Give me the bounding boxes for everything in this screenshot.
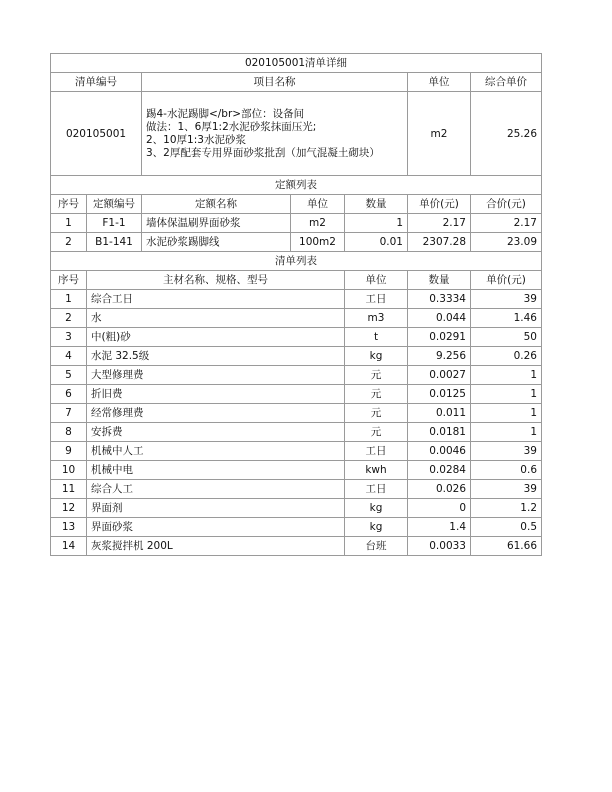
unit: t — [345, 328, 408, 347]
table-row — [51, 233, 542, 252]
material-name: 水泥 32.5级 — [87, 347, 345, 366]
unit: 100m2 — [291, 233, 345, 252]
unit: 元 — [345, 366, 408, 385]
unit-price: 0.6 — [471, 461, 542, 480]
quota-name: 墙体保温刷界面砂浆 — [142, 214, 291, 233]
row-index: 4 — [51, 347, 87, 366]
material-name: 中(粗)砂 — [87, 328, 345, 347]
table-row — [51, 328, 542, 347]
total-price: 2.17 — [471, 214, 542, 233]
title-row — [51, 54, 542, 73]
quota-code: B1-141 — [87, 233, 142, 252]
unit-price: 1.46 — [471, 309, 542, 328]
bill-detail-sheet — [50, 53, 541, 556]
table-row — [51, 423, 542, 442]
row-index: 2 — [51, 309, 87, 328]
row-index: 6 — [51, 385, 87, 404]
quota-rows — [51, 214, 542, 252]
unit: kg — [345, 347, 408, 366]
unit: kg — [345, 499, 408, 518]
unit: 元 — [345, 385, 408, 404]
unit: m2 — [291, 214, 345, 233]
quota-code: F1-1 — [87, 214, 142, 233]
unit-price: 39 — [471, 290, 542, 309]
row-index: 9 — [51, 442, 87, 461]
quantity: 0.0291 — [408, 328, 471, 347]
column-header: 序号 — [51, 271, 87, 290]
unit-price: 0.5 — [471, 518, 542, 537]
row-index: 10 — [51, 461, 87, 480]
header-row — [51, 73, 542, 92]
price-header: 综合单价 — [471, 73, 542, 92]
unit-header: 单位 — [408, 73, 471, 92]
material-name: 折旧费 — [87, 385, 345, 404]
unit-price: 61.66 — [471, 537, 542, 556]
column-header: 单价(元) — [471, 271, 542, 290]
unit-price: 1.2 — [471, 499, 542, 518]
materials-header-row — [51, 271, 542, 290]
quantity: 0.0125 — [408, 385, 471, 404]
table-row — [51, 404, 542, 423]
material-name: 界面砂浆 — [87, 518, 345, 537]
unit-price: 50 — [471, 328, 542, 347]
description-line: 做法：1、6厚1:2水泥砂浆抹面压光; — [146, 120, 317, 133]
unit-price: 1 — [471, 404, 542, 423]
quantity: 1 — [345, 214, 408, 233]
unit-price: 1 — [471, 366, 542, 385]
quantity: 0.026 — [408, 480, 471, 499]
row-index: 3 — [51, 328, 87, 347]
table-row — [51, 537, 542, 556]
unit-price: 2307.28 — [408, 233, 471, 252]
column-header: 单价(元) — [408, 195, 471, 214]
code-header: 清单编号 — [51, 73, 142, 92]
quantity: 0.0181 — [408, 423, 471, 442]
description-line: 踢4-水泥踢脚</br>部位：设备间 — [146, 107, 305, 120]
description-line: 3、2厚配套专用界面砂浆批刮（加气混凝土砌块） — [146, 146, 380, 159]
table-row — [51, 480, 542, 499]
material-name: 水 — [87, 309, 345, 328]
row-index: 2 — [51, 233, 87, 252]
table-row — [51, 499, 542, 518]
unit-price: 1 — [471, 385, 542, 404]
table-row — [51, 309, 542, 328]
row-index: 5 — [51, 366, 87, 385]
quota-header-row — [51, 195, 542, 214]
unit-price: 39 — [471, 442, 542, 461]
quota-section-title: 定额列表 — [51, 176, 542, 195]
row-index: 1 — [51, 290, 87, 309]
quantity: 0.044 — [408, 309, 471, 328]
table-row — [51, 290, 542, 309]
column-header: 单位 — [291, 195, 345, 214]
table-row — [51, 385, 542, 404]
column-header: 合价(元) — [471, 195, 542, 214]
quantity: 0.01 — [345, 233, 408, 252]
bill-detail-table — [50, 53, 542, 556]
item-code: 020105001 — [51, 92, 142, 176]
item-description — [142, 92, 408, 176]
column-header: 主材名称、规格、型号 — [87, 271, 345, 290]
table-row — [51, 442, 542, 461]
quantity: 9.256 — [408, 347, 471, 366]
quantity: 0.3334 — [408, 290, 471, 309]
table-row — [51, 347, 542, 366]
row-index: 14 — [51, 537, 87, 556]
row-index: 1 — [51, 214, 87, 233]
material-name: 综合人工 — [87, 480, 345, 499]
row-index: 8 — [51, 423, 87, 442]
table-row — [51, 461, 542, 480]
row-index: 13 — [51, 518, 87, 537]
column-header: 数量 — [345, 195, 408, 214]
materials-section-title: 清单列表 — [51, 252, 542, 271]
unit: kwh — [345, 461, 408, 480]
material-name: 综合工日 — [87, 290, 345, 309]
quantity: 0.0284 — [408, 461, 471, 480]
materials-rows — [51, 290, 542, 556]
materials-section-row — [51, 252, 542, 271]
unit: 元 — [345, 404, 408, 423]
quota-name: 水泥砂浆踢脚线 — [142, 233, 291, 252]
table-title: 020105001清单详细 — [51, 54, 542, 73]
column-header: 数量 — [408, 271, 471, 290]
unit-price: 1 — [471, 423, 542, 442]
table-row — [51, 518, 542, 537]
unit: 台班 — [345, 537, 408, 556]
item-row — [51, 92, 542, 176]
item-unit: m2 — [408, 92, 471, 176]
unit-price: 2.17 — [408, 214, 471, 233]
table-row — [51, 366, 542, 385]
material-name: 大型修理费 — [87, 366, 345, 385]
row-index: 12 — [51, 499, 87, 518]
unit: 工日 — [345, 480, 408, 499]
quantity: 0.011 — [408, 404, 471, 423]
item-price: 25.26 — [471, 92, 542, 176]
quantity: 1.4 — [408, 518, 471, 537]
material-name: 机械中电 — [87, 461, 345, 480]
column-header: 序号 — [51, 195, 87, 214]
quantity: 0.0027 — [408, 366, 471, 385]
quota-section-row — [51, 176, 542, 195]
column-header: 定额编号 — [87, 195, 142, 214]
material-name: 灰浆搅拌机 200L — [87, 537, 345, 556]
unit: m3 — [345, 309, 408, 328]
material-name: 安拆费 — [87, 423, 345, 442]
unit: 工日 — [345, 442, 408, 461]
row-index: 7 — [51, 404, 87, 423]
unit: 工日 — [345, 290, 408, 309]
quantity: 0.0033 — [408, 537, 471, 556]
unit: kg — [345, 518, 408, 537]
quantity: 0.0046 — [408, 442, 471, 461]
description-line: 2、10厚1:3水泥砂浆 — [146, 133, 246, 146]
table-row — [51, 214, 542, 233]
material-name: 经常修理费 — [87, 404, 345, 423]
row-index: 11 — [51, 480, 87, 499]
material-name: 机械中人工 — [87, 442, 345, 461]
total-price: 23.09 — [471, 233, 542, 252]
material-name: 界面剂 — [87, 499, 345, 518]
unit: 元 — [345, 423, 408, 442]
column-header: 单位 — [345, 271, 408, 290]
quantity: 0 — [408, 499, 471, 518]
column-header: 定额名称 — [142, 195, 291, 214]
name-header: 项目名称 — [142, 73, 408, 92]
unit-price: 39 — [471, 480, 542, 499]
unit-price: 0.26 — [471, 347, 542, 366]
